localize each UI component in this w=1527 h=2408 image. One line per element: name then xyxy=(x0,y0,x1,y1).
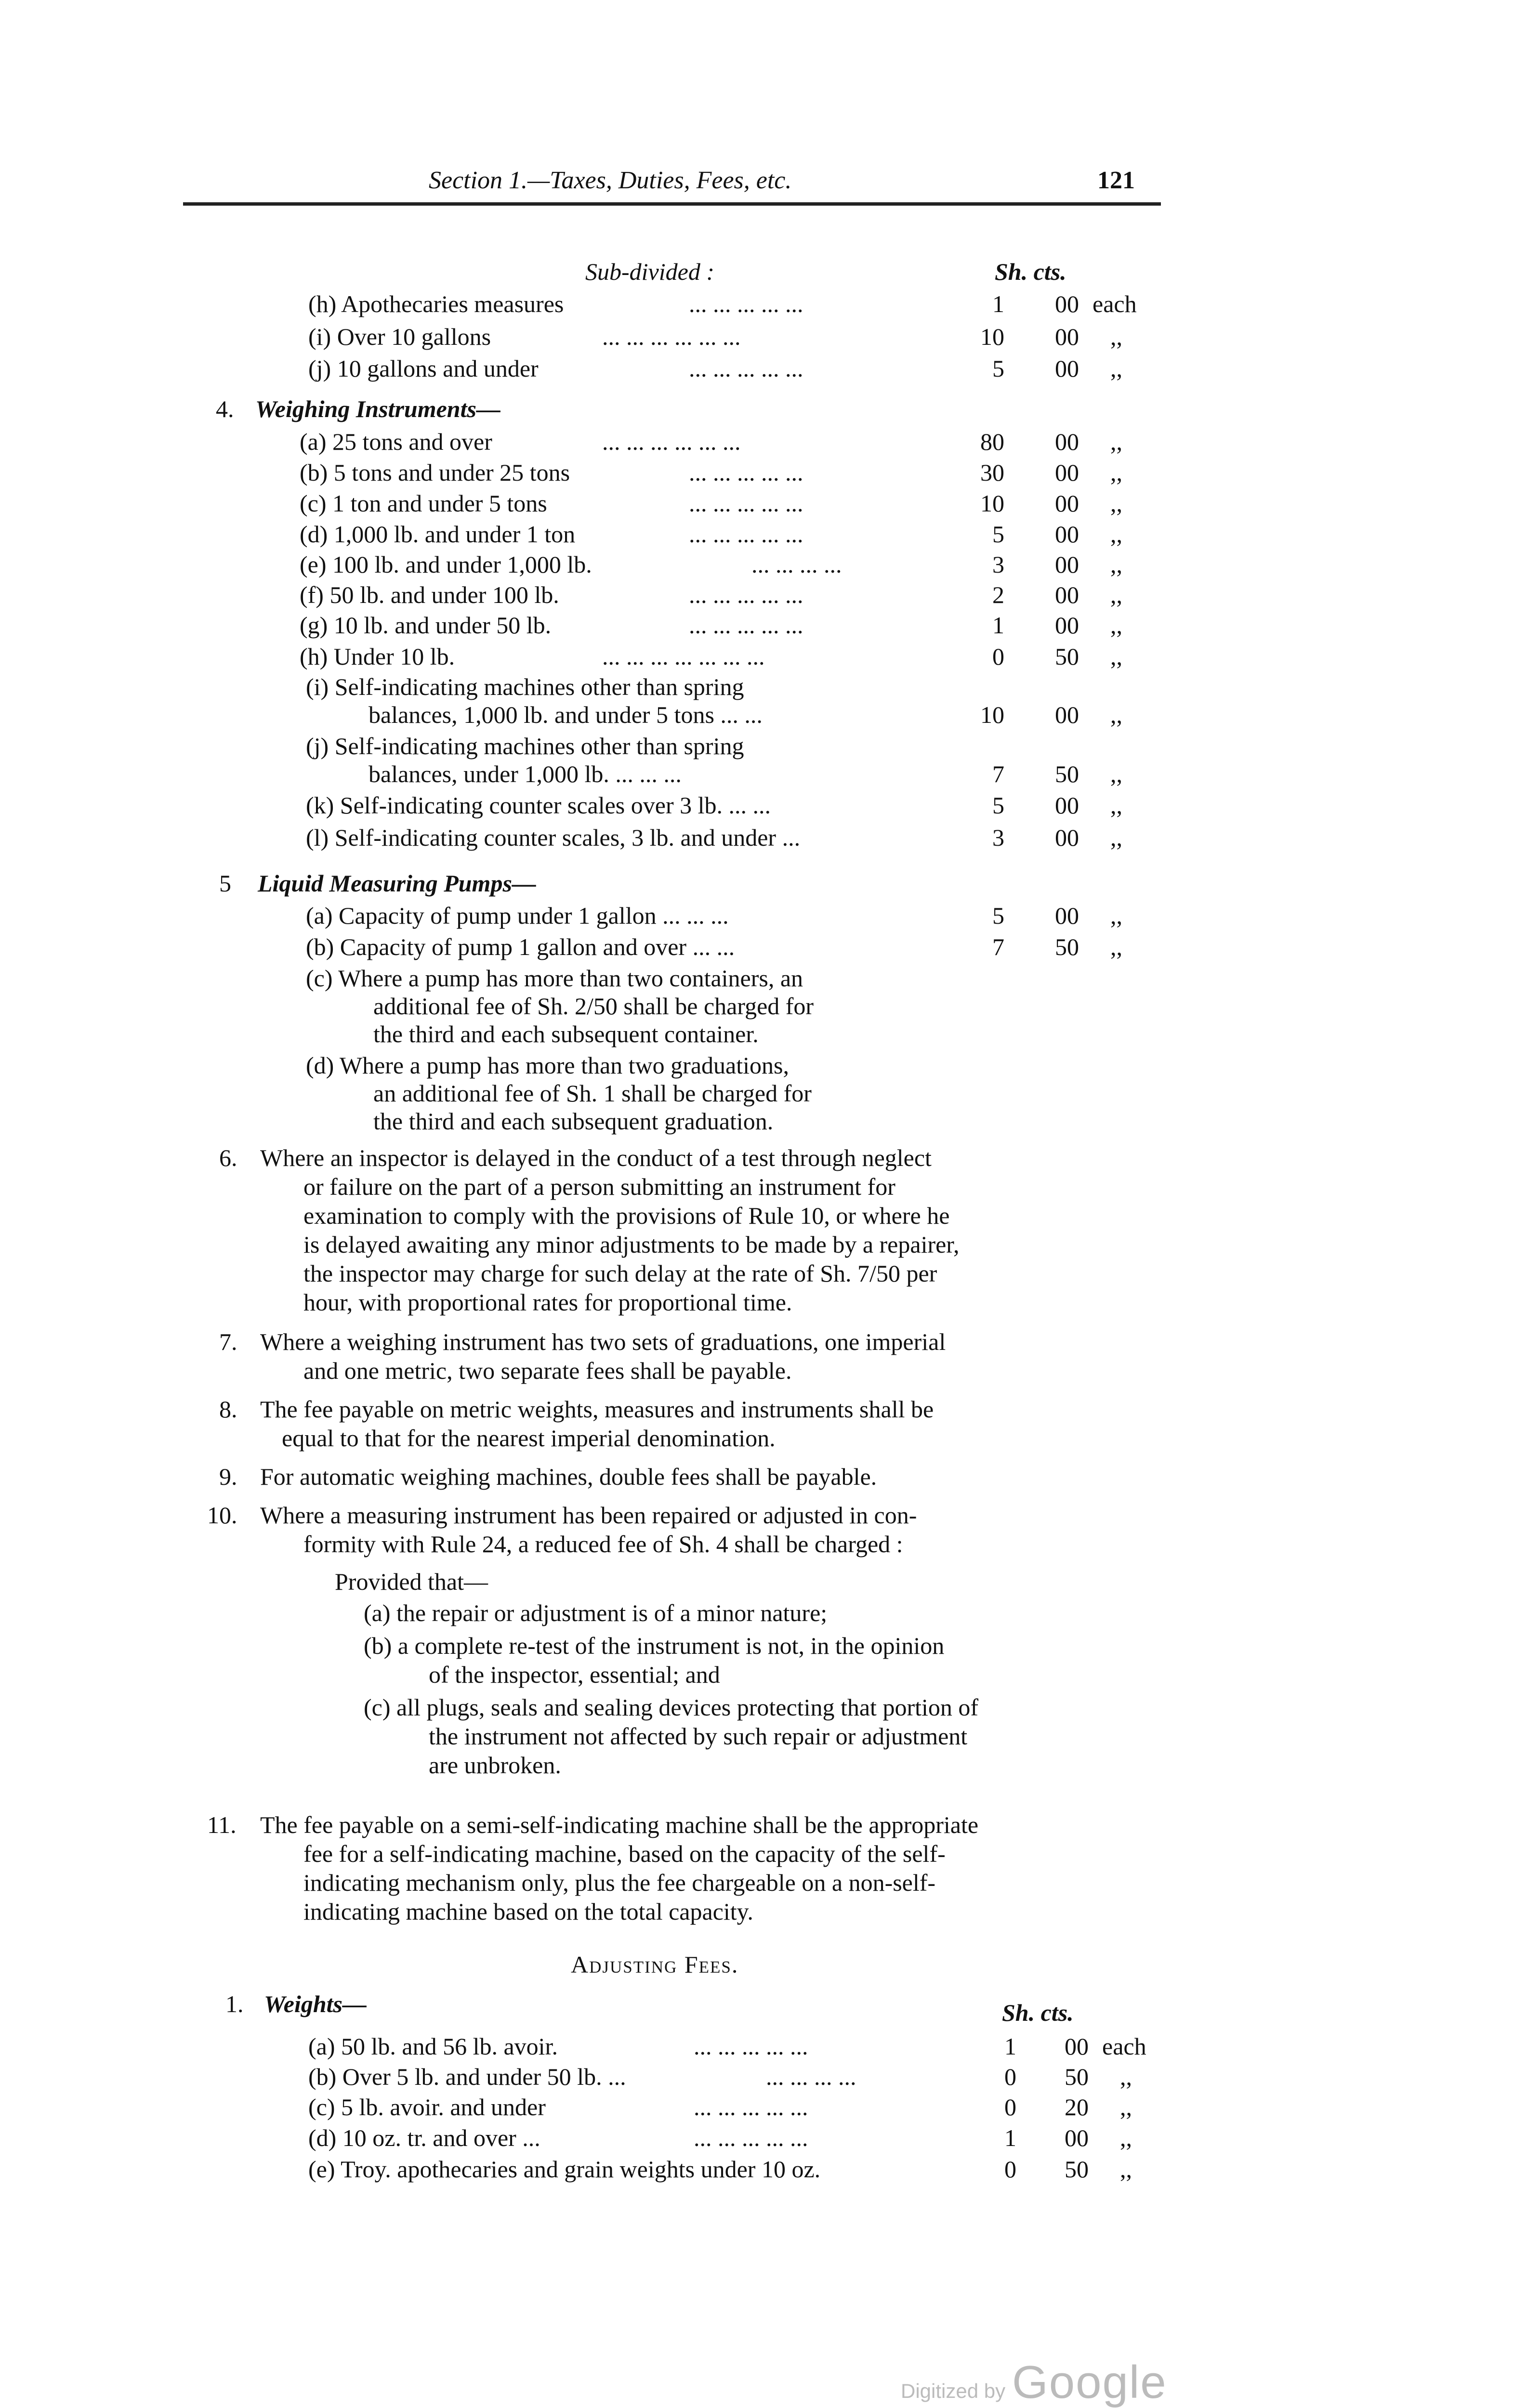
row-cents: 00 xyxy=(1055,551,1079,578)
paragraph-line: indicating machine based on the total capacity. xyxy=(303,1898,753,1925)
paragraph-number: 10. xyxy=(207,1502,237,1529)
paragraph-line: examination to comply with the provisions of Rule 10, or where he xyxy=(303,1202,950,1229)
row-unit: ,, xyxy=(1110,581,1122,608)
row-unit: ,, xyxy=(1110,459,1122,486)
row-shillings: 80 xyxy=(980,428,1004,455)
proviso-c: the instrument not affected by such repair or adjustment xyxy=(429,1723,968,1750)
paragraph-line: fee for a self-indicating machine, based on the capacity of the self- xyxy=(303,1840,946,1867)
paragraph-line: equal to that for the nearest imperial denomination. xyxy=(282,1425,776,1452)
row-shillings: 3 xyxy=(992,824,1004,851)
row-unit: ,, xyxy=(1120,2063,1132,2090)
row-unit: each xyxy=(1102,2033,1146,2060)
row-cents: 00 xyxy=(1055,792,1079,819)
row-shillings: 1 xyxy=(992,612,1004,639)
row-label: (e) Troy. apothecaries and grain weights under 10 oz. xyxy=(308,2156,821,2183)
row-i-line1: (i) Self-indicating machines other than spring xyxy=(306,673,744,700)
row-label: (b) Over 5 lb. and under 50 lb. ... xyxy=(308,2063,626,2090)
section-title: Liquid Measuring Pumps— xyxy=(258,870,536,897)
row-shillings: 30 xyxy=(980,459,1004,486)
section-number: 5 xyxy=(219,870,231,897)
row-a-label: (a) Capacity of pump under 1 gallon ... ... ... xyxy=(306,902,729,929)
paragraph-line: formity with Rule 24, a reduced fee of Sh. 4 shall be charged : xyxy=(303,1531,903,1557)
row-d-line: the third and each subsequent graduation. xyxy=(373,1108,774,1135)
row-b-label: (b) Capacity of pump 1 gallon and over ... ... xyxy=(306,933,735,960)
row-shillings: 1 xyxy=(992,290,1004,317)
row-unit: ,, xyxy=(1110,612,1122,639)
header-rule xyxy=(183,202,1161,206)
proviso-b: of the inspector, essential; and xyxy=(429,1661,720,1688)
row-leader: ... ... ... ... ... xyxy=(694,2094,808,2120)
section-number: 1. xyxy=(225,1990,244,2017)
row-unit: ,, xyxy=(1120,2094,1132,2120)
row-label: (d) 10 oz. tr. and over ... xyxy=(308,2124,540,2151)
paragraph-line: the inspector may charge for such delay at the rate of Sh. 7/50 per xyxy=(303,1260,937,1287)
paragraph-number: 11. xyxy=(207,1811,237,1838)
page-number: 121 xyxy=(1097,167,1135,194)
google-logo: Google xyxy=(1012,2356,1167,2408)
row-leader: ... ... ... ... ... xyxy=(689,355,803,382)
row-label: (b) 5 tons and under 25 tons xyxy=(300,459,570,486)
row-c-line: (c) Where a pump has more than two containers, an xyxy=(306,965,803,992)
row-label: (a) 25 tons and over xyxy=(300,428,492,455)
row-leader: ... ... ... ... ... xyxy=(694,2033,808,2060)
provided-that: Provided that— xyxy=(335,1568,488,1595)
row-i-line2: balances, 1,000 lb. and under 5 tons ... ... xyxy=(369,701,763,728)
adjusting-heading: Adjusting Fees. xyxy=(571,1951,739,1978)
currency-column-head: Sh. cts. xyxy=(995,258,1066,285)
row-shillings: 5 xyxy=(992,521,1004,548)
row-cents: 50 xyxy=(1055,933,1079,960)
row-shillings: 0 xyxy=(992,643,1004,670)
paragraph-line: The fee payable on a semi-self-indicating machine shall be the appropriate xyxy=(260,1811,979,1838)
paragraph-line: For automatic weighing machines, double fees shall be payable. xyxy=(260,1463,877,1490)
row-shillings: 0 xyxy=(1004,2094,1016,2120)
row-unit: ,, xyxy=(1120,2156,1132,2183)
paragraph-line: indicating mechanism only, plus the fee chargeable on a non-self- xyxy=(303,1869,936,1896)
row-unit: ,, xyxy=(1110,701,1122,728)
row-unit: ,, xyxy=(1110,490,1122,517)
row-cents: 00 xyxy=(1055,581,1079,608)
digitized-by-text: Digitized by xyxy=(901,2380,1006,2402)
row-d-line: (d) Where a pump has more than two graduations, xyxy=(306,1052,789,1079)
row-j-line2: balances, under 1,000 lb. ... ... ... xyxy=(369,760,682,787)
row-cents: 50 xyxy=(1065,2063,1089,2090)
row-c-line: additional fee of Sh. 2/50 shall be charged for xyxy=(373,993,814,1020)
row-cents: 50 xyxy=(1065,2156,1089,2183)
paragraph-line: or failure on the part of a person submitting an instrument for xyxy=(303,1173,895,1200)
row-unit: ,, xyxy=(1110,824,1122,851)
row-shillings: 10 xyxy=(980,701,1004,728)
row-label: (g) 10 lb. and under 50 lb. xyxy=(300,612,552,639)
proviso-b: (b) a complete re-test of the instrument is not, in the opinion xyxy=(364,1632,945,1659)
row-cents: 00 xyxy=(1055,612,1079,639)
row-shillings: 5 xyxy=(992,902,1004,929)
row-leader: ... ... ... ... ... xyxy=(694,2124,808,2151)
paragraph-line: Where a measuring instrument has been repaired or adjusted in con- xyxy=(260,1502,917,1529)
paragraph-number: 7. xyxy=(219,1328,237,1355)
row-leader: ... ... ... ... ... xyxy=(689,581,803,608)
row-cents: 00 xyxy=(1055,490,1079,517)
row-leader: ... ... ... ... ... xyxy=(689,290,803,317)
row-cents: 00 xyxy=(1055,701,1079,728)
row-cents: 00 xyxy=(1055,355,1079,382)
row-unit: ,, xyxy=(1110,323,1122,350)
paragraph-line: The fee payable on metric weights, measures and instruments shall be xyxy=(260,1396,934,1423)
row-unit: ,, xyxy=(1110,760,1122,787)
row-cents: 00 xyxy=(1055,521,1079,548)
row-j-line1: (j) Self-indicating machines other than spring xyxy=(306,733,744,759)
row-leader: ... ... ... ... ... ... xyxy=(602,428,741,455)
row-unit: ,, xyxy=(1110,792,1122,819)
row-k-label: (k) Self-indicating counter scales over 3 lb. ... ... xyxy=(306,792,771,819)
subdivided-heading: Sub-divided : xyxy=(585,258,714,285)
row-cents: 00 xyxy=(1055,902,1079,929)
row-leader: ... ... ... ... xyxy=(766,2063,856,2090)
row-leader: ... ... ... ... ... xyxy=(689,490,803,517)
row-shillings: 7 xyxy=(992,933,1004,960)
proviso-c: (c) all plugs, seals and sealing devices protecting that portion of xyxy=(364,1694,979,1721)
row-label: (a) 50 lb. and 56 lb. avoir. xyxy=(308,2033,558,2060)
row-cents: 50 xyxy=(1055,643,1079,670)
row-shillings: 0 xyxy=(1004,2063,1016,2090)
row-leader: ... ... ... ... ... ... ... xyxy=(602,643,765,670)
row-shillings: 3 xyxy=(992,551,1004,578)
row-leader: ... ... ... ... ... ... xyxy=(602,323,741,350)
row-cents: 00 xyxy=(1055,824,1079,851)
row-shillings: 10 xyxy=(980,490,1004,517)
row-cents: 00 xyxy=(1055,459,1079,486)
row-cents: 00 xyxy=(1055,428,1079,455)
row-label: (c) 5 lb. avoir. and under xyxy=(308,2094,546,2120)
row-cents: 00 xyxy=(1065,2124,1089,2151)
row-unit: each xyxy=(1093,290,1137,317)
row-unit: ,, xyxy=(1110,902,1122,929)
row-c-line: the third and each subsequent container. xyxy=(373,1021,759,1047)
running-header: Section 1.—Taxes, Duties, Fees, etc. xyxy=(429,167,792,194)
row-label: (h) Apothecaries measures xyxy=(308,290,564,317)
row-shillings: 10 xyxy=(980,323,1004,350)
paragraph-line: hour, with proportional rates for proportional time. xyxy=(303,1289,792,1316)
row-leader: ... ... ... ... ... xyxy=(689,521,803,548)
currency-column-head: Sh. cts. xyxy=(1002,1999,1074,2026)
row-shillings: 5 xyxy=(992,355,1004,382)
section-title: Weighing Instruments— xyxy=(255,395,500,422)
row-cents: 50 xyxy=(1055,760,1079,787)
paragraph-number: 6. xyxy=(219,1144,237,1171)
row-label: (f) 50 lb. and under 100 lb. xyxy=(300,581,559,608)
row-shillings: 2 xyxy=(992,581,1004,608)
row-l-label: (l) Self-indicating counter scales, 3 lb. and under ... xyxy=(306,824,801,851)
row-unit: ,, xyxy=(1110,551,1122,578)
row-cents: 00 xyxy=(1055,290,1079,317)
paragraph-line: Where an inspector is delayed in the conduct of a test through neglect xyxy=(260,1144,932,1171)
paragraph-number: 8. xyxy=(219,1396,237,1423)
digitized-watermark xyxy=(901,2355,1167,2408)
section-number: 4. xyxy=(216,395,234,422)
row-unit: ,, xyxy=(1110,643,1122,670)
row-leader: ... ... ... ... xyxy=(751,551,842,578)
paragraph-line: Where a weighing instrument has two sets of graduations, one imperial xyxy=(260,1328,946,1355)
row-shillings: 5 xyxy=(992,792,1004,819)
row-unit: ,, xyxy=(1110,521,1122,548)
paragraph-line: is delayed awaiting any minor adjustments to be made by a repairer, xyxy=(303,1231,960,1258)
row-leader: ... ... ... ... ... xyxy=(689,612,803,639)
row-unit: ,, xyxy=(1110,355,1122,382)
row-d-line: an additional fee of Sh. 1 shall be charged for xyxy=(373,1080,812,1107)
row-cents: 20 xyxy=(1065,2094,1089,2120)
section-title: Weights— xyxy=(264,1990,367,2017)
row-unit: ,, xyxy=(1120,2124,1132,2151)
paragraph-number: 9. xyxy=(219,1463,237,1490)
row-shillings: 0 xyxy=(1004,2156,1016,2183)
row-label: (c) 1 ton and under 5 tons xyxy=(300,490,547,517)
row-cents: 00 xyxy=(1065,2033,1089,2060)
row-cents: 00 xyxy=(1055,323,1079,350)
paragraph-line: and one metric, two separate fees shall be payable. xyxy=(303,1357,792,1384)
proviso-c: are unbroken. xyxy=(429,1752,561,1779)
row-label: (j) 10 gallons and under xyxy=(308,355,539,382)
row-leader: ... ... ... ... ... xyxy=(689,459,803,486)
row-shillings: 7 xyxy=(992,760,1004,787)
row-unit: ,, xyxy=(1110,428,1122,455)
row-shillings: 1 xyxy=(1004,2033,1016,2060)
proviso-a: (a) the repair or adjustment is of a minor nature; xyxy=(364,1599,828,1626)
row-label: (i) Over 10 gallons xyxy=(308,323,491,350)
row-label: (e) 100 lb. and under 1,000 lb. xyxy=(300,551,592,578)
row-shillings: 1 xyxy=(1004,2124,1016,2151)
row-label: (h) Under 10 lb. xyxy=(300,643,455,670)
row-unit: ,, xyxy=(1110,933,1122,960)
row-label: (d) 1,000 lb. and under 1 ton xyxy=(300,521,576,548)
